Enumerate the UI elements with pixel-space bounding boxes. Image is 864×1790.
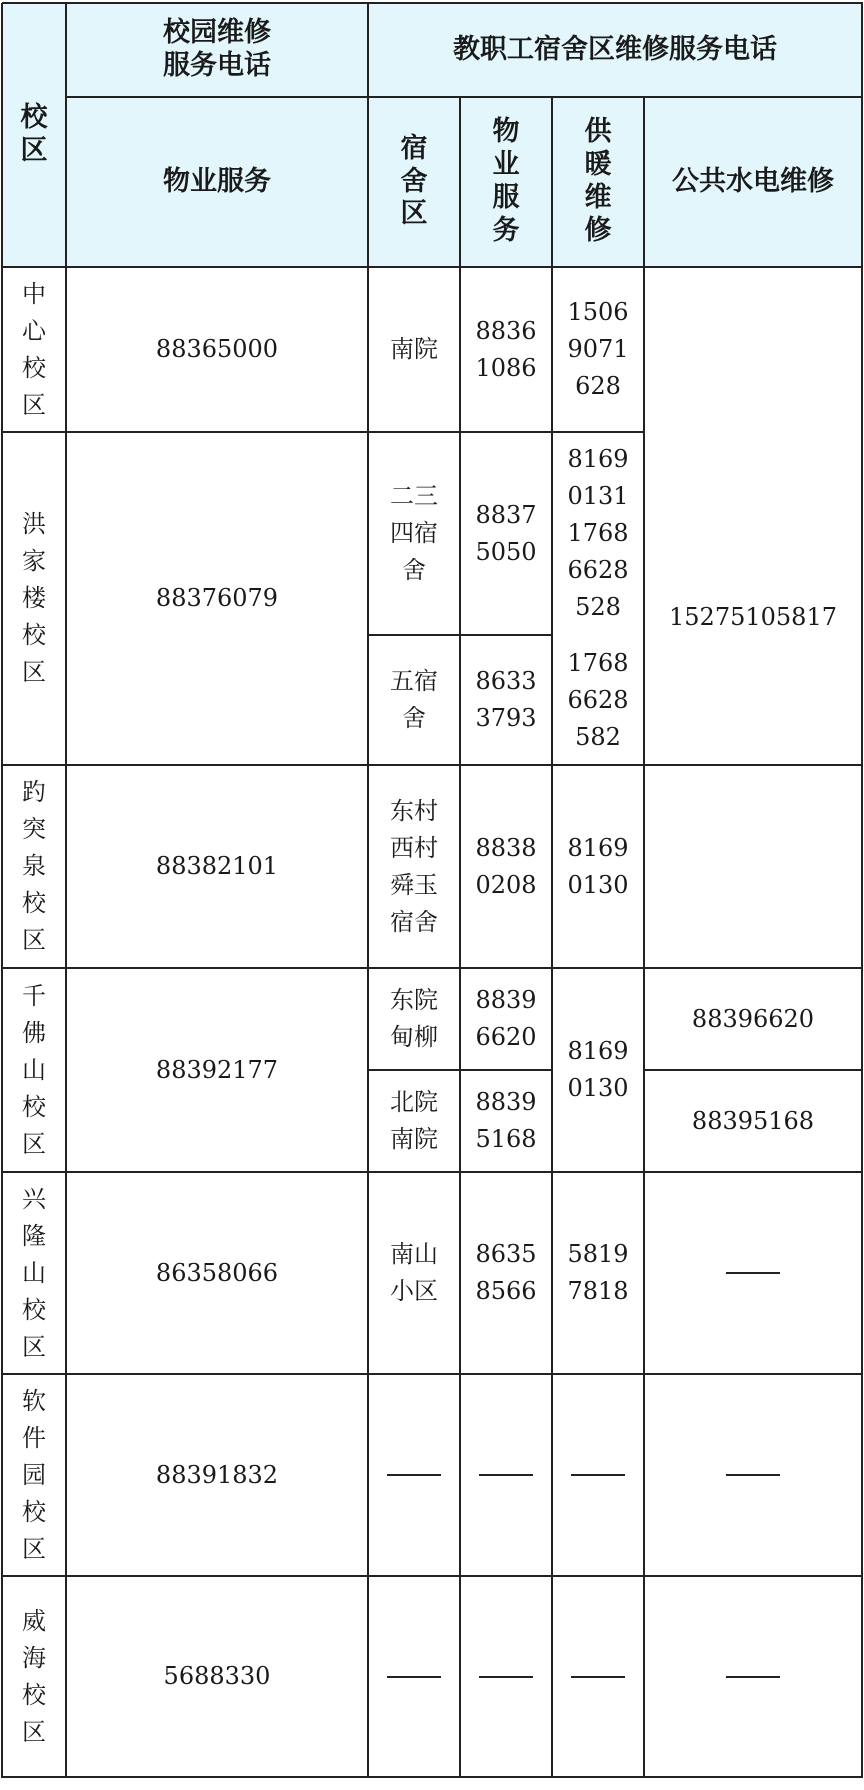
heating-repair-phone [552, 267, 644, 432]
heating-repair-phone-line: 6628 [567, 556, 629, 584]
heating-repair-phone-line: 8169 [567, 833, 629, 862]
dorm-area-name-line: 甸柳 [390, 1023, 438, 1051]
dorm-area-name-line: 小区 [390, 1277, 438, 1305]
header-dorm-area [368, 97, 460, 267]
public-water-empty [644, 1172, 862, 1374]
campus-name-line: 区 [22, 658, 46, 686]
dorm-property-phone-line: 3793 [475, 704, 537, 732]
grid-line [1, 3, 3, 1778]
dorm-area-name-line: 舍 [402, 704, 426, 732]
campus-name-line: 校 [22, 1680, 46, 1709]
heating-repair-phone-line: 0130 [567, 1074, 629, 1102]
header-campus-repair-group-line: 服务电话 [163, 50, 271, 81]
campus-name-line: 千 [22, 981, 46, 1010]
heating-repair-phone-line: 1768 [567, 519, 629, 547]
header-dorm-property-service-line: 务 [492, 214, 520, 246]
header-campus-repair-group-line: 校园维修 [163, 17, 271, 49]
dorm-property-phone-line: 8566 [475, 1277, 537, 1305]
campus-name-line: 心 [22, 316, 46, 345]
dorm-area-name [368, 968, 460, 1070]
grid-line [643, 97, 645, 1778]
public-water-phone: 88396620 [691, 1004, 815, 1033]
dorm-area-name-line: 舜玉 [390, 870, 438, 899]
campus-name-line: 校 [22, 1497, 46, 1526]
dorm-property-phone [460, 267, 552, 432]
header-campus-repair-group [66, 3, 368, 97]
dorm-area-name-line: 南院 [390, 335, 438, 363]
campus-name-line: 山 [22, 1055, 46, 1084]
campus-name-line: 件 [22, 1423, 46, 1452]
dorm-property-phone-line: 8633 [475, 667, 537, 695]
heating-repair-phone-line: 1768 [567, 648, 629, 677]
header-heating-repair-line: 维 [584, 182, 612, 213]
dorm-property-phone [460, 968, 552, 1070]
header-dorm-property-service-line: 业 [492, 149, 520, 181]
dorm-area-name [368, 1070, 460, 1172]
dorm-property-phone [460, 635, 552, 765]
heating-repair-phone-line: 582 [575, 722, 621, 751]
campus-name-line: 家 [22, 547, 46, 575]
heating-repair-phone-line: 628 [575, 372, 621, 400]
campus-name-line: 威 [22, 1606, 46, 1635]
grid-line [644, 1069, 863, 1071]
header-dorm-property-service-line: 物 [492, 116, 520, 148]
dorm-area-name-line: 东村 [390, 796, 438, 825]
heating-repair-phone-line: 8169 [567, 1037, 629, 1065]
dash-mark [479, 1676, 533, 1678]
dorm-area-name-line: 四宿 [390, 519, 438, 547]
campus-name-line: 楼 [22, 584, 46, 612]
campus-name-line: 趵 [22, 778, 46, 806]
campus-name-line: 隆 [22, 1221, 46, 1250]
campus-name-line: 校 [22, 353, 46, 382]
heating-repair-phone [552, 765, 644, 968]
header-heating-repair-line: 供 [584, 116, 612, 148]
heating-repair-phone-line: 528 [575, 593, 621, 621]
heating-repair-empty [552, 1374, 644, 1576]
header-dorm-area-line: 区 [400, 198, 428, 230]
campus-name-line: 软 [22, 1386, 46, 1415]
dorm-property-phone-line: 5168 [475, 1125, 537, 1153]
campus-name-line: 区 [22, 1534, 46, 1563]
dorm-area-name-line: 南山 [390, 1240, 438, 1268]
dash-mark [726, 1272, 780, 1274]
campus-name-line: 区 [22, 390, 46, 419]
dorm-property-phone-line: 8837 [475, 500, 537, 529]
dash-mark [479, 1474, 533, 1476]
heating-repair-phone-line: 6628 [567, 685, 629, 714]
dorm-property-phone-line: 0208 [475, 870, 537, 899]
dorm-area-name-line: 舍 [402, 556, 426, 584]
dorm-property-empty [460, 1576, 552, 1777]
dorm-area-name-line: 北院 [390, 1088, 438, 1116]
grid-line [367, 3, 369, 1778]
public-water-empty [644, 1374, 862, 1576]
campus-name-line: 中 [22, 279, 46, 308]
header-campus-line: 校 [20, 102, 48, 134]
heating-repair-phone [552, 1172, 644, 1374]
campus-name [2, 765, 66, 968]
campus-name [2, 267, 66, 432]
dorm-area-name [368, 1172, 460, 1374]
heating-repair-phone-line: 5819 [567, 1240, 629, 1268]
header-heating-repair-line: 修 [584, 214, 612, 246]
campus-name-line: 泉 [22, 852, 46, 880]
dorm-area-empty [368, 1576, 460, 1777]
header-dorm-area-line: 宿 [400, 132, 428, 164]
campus-name [2, 968, 66, 1172]
dorm-area-name-line: 宿舍 [390, 907, 438, 936]
dorm-area-name [368, 432, 460, 635]
dash-mark [726, 1474, 780, 1476]
heating-repair-phone-line: 0131 [567, 482, 629, 510]
public-water-phone: 15275105817 [669, 603, 837, 631]
campus-name-line: 园 [22, 1460, 46, 1489]
grid-line [65, 3, 67, 1778]
dorm-area-name-line: 东院 [390, 986, 438, 1014]
dorm-area-name-line: 西村 [390, 833, 438, 862]
dorm-area-name [368, 635, 460, 765]
dorm-area-name [368, 267, 460, 432]
dorm-property-phone [460, 1172, 552, 1374]
campus-name [2, 1374, 66, 1576]
header-staff-dorm-group: 教职工宿舍区维修服务电话 [368, 3, 862, 97]
grid-line [66, 96, 863, 98]
dorm-property-phone [460, 765, 552, 968]
header-property-service: 物业服务 [66, 97, 368, 267]
heating-repair-phone-line: 0130 [567, 870, 629, 899]
campus-name [2, 1172, 66, 1374]
dash-mark [387, 1676, 441, 1678]
dorm-area-name-line: 二三 [390, 482, 438, 510]
campus-name-line: 洪 [22, 510, 46, 538]
grid-line [2, 266, 863, 268]
campus-name-line: 山 [22, 1258, 46, 1287]
dash-mark [387, 1474, 441, 1476]
campus-property-phone: 88365000 [155, 335, 279, 363]
campus-property-phone: 88392177 [155, 1055, 279, 1084]
campus-property-phone: 86358066 [155, 1258, 279, 1287]
campus-property-phone: 88391832 [155, 1460, 279, 1489]
public-water-empty [644, 1576, 862, 1777]
campus-name-line: 校 [22, 1092, 46, 1121]
campus-name-line: 兴 [22, 1184, 46, 1213]
campus-name [2, 1576, 66, 1777]
campus-name [2, 432, 66, 765]
dorm-area-empty [368, 1374, 460, 1576]
campus-property-phone: 5688330 [163, 1662, 271, 1690]
header-dorm-area-line: 舍 [400, 165, 428, 197]
heating-repair-phone [552, 432, 644, 635]
campus-name-line: 突 [22, 815, 46, 843]
grid-line [2, 2, 863, 4]
campus-property-phone: 88376079 [155, 584, 279, 612]
heating-repair-phone-line: 7818 [567, 1277, 629, 1305]
grid-line [2, 1171, 863, 1173]
dorm-area-name-line: 五宿 [390, 667, 438, 695]
campus-name-line: 佛 [22, 1018, 46, 1047]
grid-line [2, 1575, 863, 1577]
heating-repair-phone [552, 635, 644, 765]
header-dorm-property-service-line: 服 [492, 182, 520, 213]
campus-name-line: 校 [22, 889, 46, 917]
header-campus-line: 区 [20, 135, 48, 166]
header-campus [2, 3, 66, 267]
dorm-property-phone-line: 5050 [475, 537, 537, 566]
heating-repair-phone-line: 1506 [567, 298, 629, 326]
header-heating-repair [552, 97, 644, 267]
campus-name-line: 校 [22, 621, 46, 649]
heating-repair-empty [552, 1576, 644, 1777]
grid-line [2, 967, 863, 969]
dorm-property-phone-line: 1086 [475, 353, 537, 382]
heating-repair-phone-line: 9071 [567, 335, 629, 363]
dash-mark [571, 1676, 625, 1678]
heating-repair-phone-line: 8169 [567, 445, 629, 473]
header-public-water-electric: 公共水电维修 [644, 97, 862, 267]
grid-line [2, 1373, 863, 1375]
campus-property-phone: 88382101 [155, 852, 279, 880]
dorm-area-name [368, 765, 460, 968]
campus-name-line: 区 [22, 1717, 46, 1746]
dorm-property-phone [460, 432, 552, 635]
campus-name-line: 区 [22, 926, 46, 954]
grid-line [459, 97, 461, 1778]
dorm-property-phone-line: 8838 [475, 833, 537, 862]
dorm-property-phone-line: 8635 [475, 1240, 537, 1268]
dash-mark [571, 1474, 625, 1476]
heating-repair-phone [552, 968, 644, 1172]
dorm-property-phone-line: 8836 [475, 316, 537, 345]
grid-line [551, 97, 553, 1778]
header-dorm-property-service [460, 97, 552, 267]
dorm-property-empty [460, 1374, 552, 1576]
dorm-area-name-line: 南院 [390, 1125, 438, 1153]
campus-name-line: 校 [22, 1295, 46, 1324]
grid-line [2, 1776, 863, 1778]
dash-mark [726, 1676, 780, 1678]
dorm-property-phone-line: 8839 [475, 986, 537, 1014]
campus-name-line: 区 [22, 1332, 46, 1361]
grid-line [2, 764, 863, 766]
grid-line [2, 431, 645, 433]
dorm-property-phone [460, 1070, 552, 1172]
dorm-property-phone-line: 6620 [475, 1023, 537, 1051]
header-heating-repair-line: 暖 [584, 149, 612, 181]
campus-name-line: 区 [22, 1129, 46, 1158]
public-water-phone: 88395168 [691, 1106, 815, 1135]
grid-line [861, 3, 863, 1778]
campus-name-line: 海 [22, 1643, 46, 1672]
dorm-property-phone-line: 8839 [475, 1088, 537, 1116]
